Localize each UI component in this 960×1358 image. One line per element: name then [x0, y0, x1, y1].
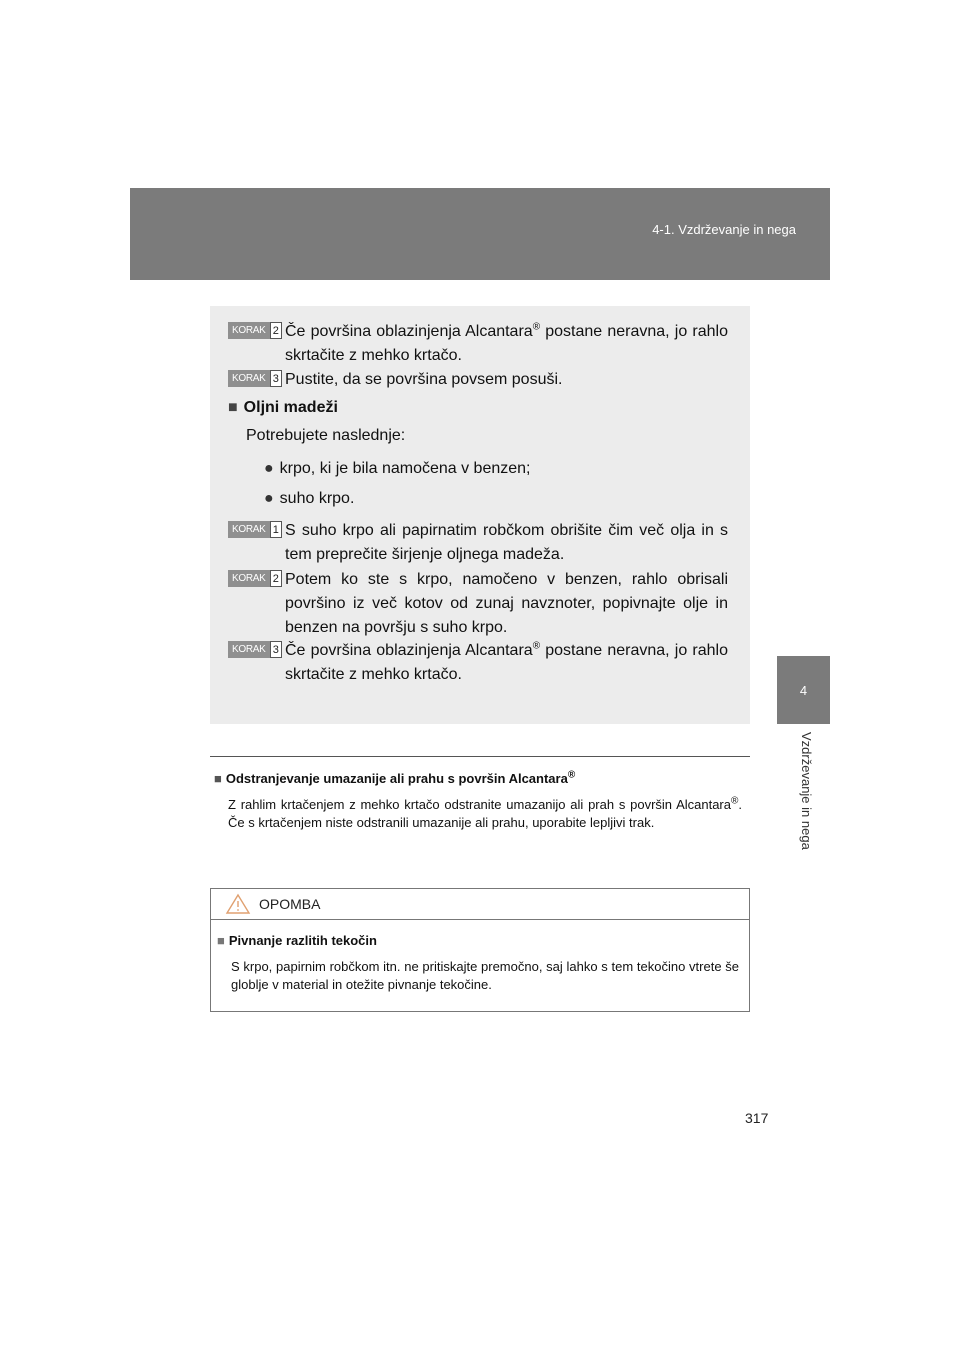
square-bullet-icon: ■ — [228, 399, 238, 416]
step-item — [228, 368, 728, 392]
needed-label: Potrebujete naslednje: — [246, 427, 406, 444]
step-text: Pustite, da se površina povsem posuši. — [285, 371, 563, 388]
instruction-panel — [210, 306, 750, 724]
korak-badge: KORAK 3 — [228, 370, 282, 387]
note-box — [210, 888, 750, 1012]
warning-icon — [225, 893, 251, 915]
step-item — [228, 639, 728, 687]
step-text: Če površina oblazinjenja Alcantara® postane neravna, jo rahlo skrtačite z mehko krtačo. — [285, 640, 729, 683]
korak-badge: KORAK 2 — [228, 322, 282, 339]
note-text: S krpo, papirnim robčkom itn. ne pritiskajte premočno, saj lahko s tem tekočino vtrete še globlje v material in otežite pivnanje tekočine. — [231, 959, 739, 992]
step-text: S suho krpo ali papirnatim robčkom obrišite čim več olja in s tem preprečite širjenje oljnega madeža. — [285, 522, 728, 563]
korak-badge: KORAK 3 — [228, 641, 282, 658]
chapter-tab: 4 — [777, 656, 830, 724]
note-subtitle: ■ Pivnanje razlitih tekočin — [217, 933, 377, 948]
bullet-icon: ● — [264, 460, 274, 477]
info-block — [214, 770, 742, 832]
square-bullet-icon: ■ — [217, 933, 225, 948]
note-header — [211, 889, 749, 920]
list-item: ● krpo, ki je bila namočena v benzen; — [264, 460, 531, 477]
page-number: 317 — [745, 1110, 769, 1126]
section-heading: ■ Oljni madeži — [228, 399, 338, 416]
bullet-icon: ● — [264, 490, 274, 507]
korak-badge: KORAK 1 — [228, 521, 282, 538]
step-item — [228, 568, 728, 640]
chapter-label: Vzdrževanje in nega — [799, 732, 814, 850]
step-text: Potem ko ste s krpo, namočeno v benzen, rahlo obrisali površino iz več kotov od zunaj navznoter, popivnajte olje in benzen na površju s suho krpo. — [285, 571, 728, 636]
info-heading: ■ Odstranjevanje umazanije ali prahu s površin Alcantara® — [214, 769, 576, 786]
step-item — [228, 519, 728, 567]
section-divider — [210, 756, 750, 757]
list-item: ● suho krpo. — [264, 490, 355, 507]
header-band — [130, 188, 830, 280]
korak-badge: KORAK 2 — [228, 570, 282, 587]
info-text: Z rahlim krtačenjem z mehko krtačo odstranite umazanijo ali prah s površin Alcantara®. Če s krtačenjem niste odstranili umazanije ali prahu, uporabite lepljivi trak. — [228, 795, 742, 830]
step-item — [228, 320, 728, 368]
square-bullet-icon: ■ — [214, 771, 222, 786]
section-title: 4-1. Vzdrževanje in nega — [652, 222, 796, 237]
step-text: Če površina oblazinjenja Alcantara® postane neravna, jo rahlo skrtačite z mehko krtačo. — [285, 321, 729, 364]
note-title: OPOMBA — [259, 896, 321, 912]
